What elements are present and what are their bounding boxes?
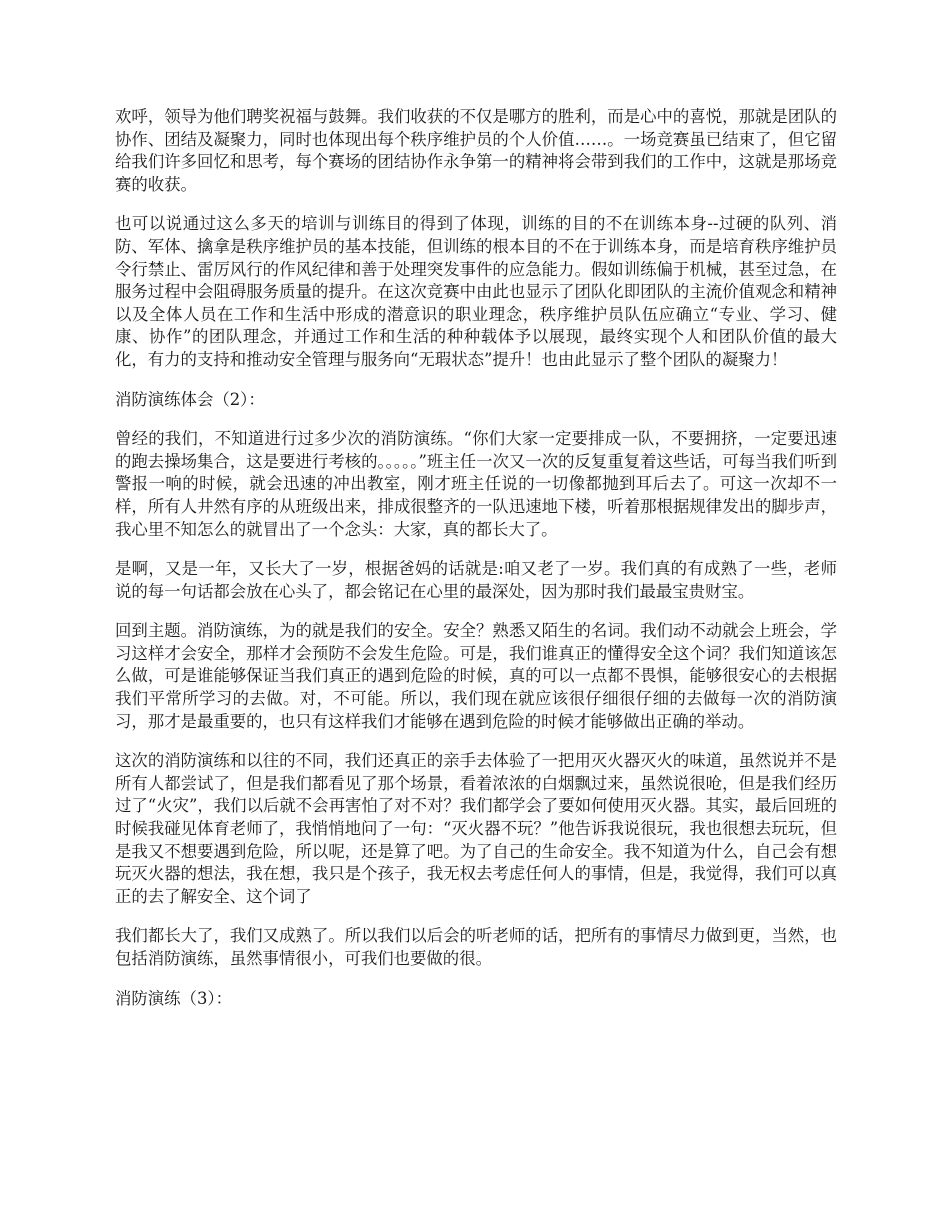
paragraph-1: 欢呼，领导为他们聘奖祝福与鼓舞。我们收获的不仅是哪方的胜利，而是心中的喜悦，那就是团队的协作、团结及凝聚力，同时也体现出每个秩序维护员的个人价值……。一场竞赛虽已结束了，但它留给我们许多回忆和思考，每个赛场的团结协作永争第一的精神将会带到我们的工作中，这就是那场竞赛的收获。 [115, 107, 837, 194]
document-page [115, 106, 837, 1027]
paragraph-7: 我们都长大了，我们又成熟了。所以我们以后会的听老师的话，把所有的事情尽力做到更，当然，也包括消防演练，虽然事情很小，可我们也要做的很。 [115, 926, 837, 968]
section-heading-3: 消防演练（3）： [115, 988, 232, 1008]
paragraph-4: 是啊，又是一年，又长大了一岁，根据爸妈的话就是:咱又老了一岁。我们真的有成熟了一些，老师说的每一句话都会放在心头了，都会铭记在心里的最深处，因为那时我们最最宝贵财宝。 [115, 559, 837, 601]
paragraph-6: 这次的消防演练和以往的不同，我们还真正的亲手去体验了一把用灭火器灭火的味道，虽然说并不是所有人都尝试了，但是我们都看见了那个场景，看着浓浓的白烟飘过来，虽然说很呛，但是我们经历过了“火灾”，我们以后就不会再害怕了对不对？我们都学会了要如何使用灭火器。其实，最后回班的时候我碰见体育老师了，我悄悄地问了一句：“灭火器不玩？”他告诉我说很玩，我也很想去玩玩，但是我又不想要遇到危险，所以呢，还是算了吧。为了自己的生命安全。我不知道为什么，自己会有想玩灭火器的想法，我在想，我只是个孩子，我无权去考虑任何人的事情，但是，我觉得，我们可以真正的去了解安全、这个词了 [115, 751, 837, 906]
section-heading-2: 消防演练体会（2）： [115, 389, 265, 409]
paragraph-5: 回到主题。消防演练，为的就是我们的安全。安全？熟悉又陌生的名词。我们动不动就会上班会，学习这样才会安全，那样才会预防不会发生危险。可是，我们谁真正的懂得安全这个词？我们知道该怎么做，可是谁能够保证当我们真正的遇到危险的时候，真的可以一点都不畏惧，能够很安心的去根据我们平常所学习的去做。对，不可能。所以，我们现在就应该很仔细很仔细的去做每一次的消防演习，那才是最重要的，也只有这样我们才能够在遇到危险的时候才能够做出正确的举动。 [115, 621, 837, 731]
paragraph-2: 也可以说通过这么多天的培训与训练目的得到了体现，训练的目的不在训练本身--过硬的队列、消防、军体、擒拿是秩序维护员的基本技能，但训练的根本目的不在于训练本身，而是培育秩序维护员令行禁止、雷厉风行的作风纪律和善于处理突发事件的应急能力。假如训练偏于机械，甚至过急，在服务过程中会阻碍服务质量的提升。在这次竞赛中由此也显示了团队化即团队的主流价值观念和精神以及全体人员在工作和生活中形成的潜意识的职业理念，秩序维护员队伍应确立“专业、学习、健康、协作”的团队理念，并通过工作和生活的种种载体予以展现，最终实现个人和团队价值的最大化，有力的支持和推动安全管理与服务向“无瑕状态”提升！也由此显示了整个团队的凝聚力！ [115, 214, 837, 369]
paragraph-3: 曾经的我们，不知道进行过多少次的消防演练。“你们大家一定要排成一队，不要拥挤，一定要迅速的跑去操场集合，这是要进行考核的。。。。。”班主任一次又一次的反复重复着这些话，可每当我们听到警报一响的时候，就会迅速的冲出教室，刚才班主任说的一切像都抛到耳后去了。可这一次却不一样，所有人井然有序的从班级出来，排成很整齐的一队迅速地下楼，听着那根据规律发出的脚步声，我心里不知怎么的就冒出了一个念头：大家，真的都长大了。 [115, 429, 837, 539]
